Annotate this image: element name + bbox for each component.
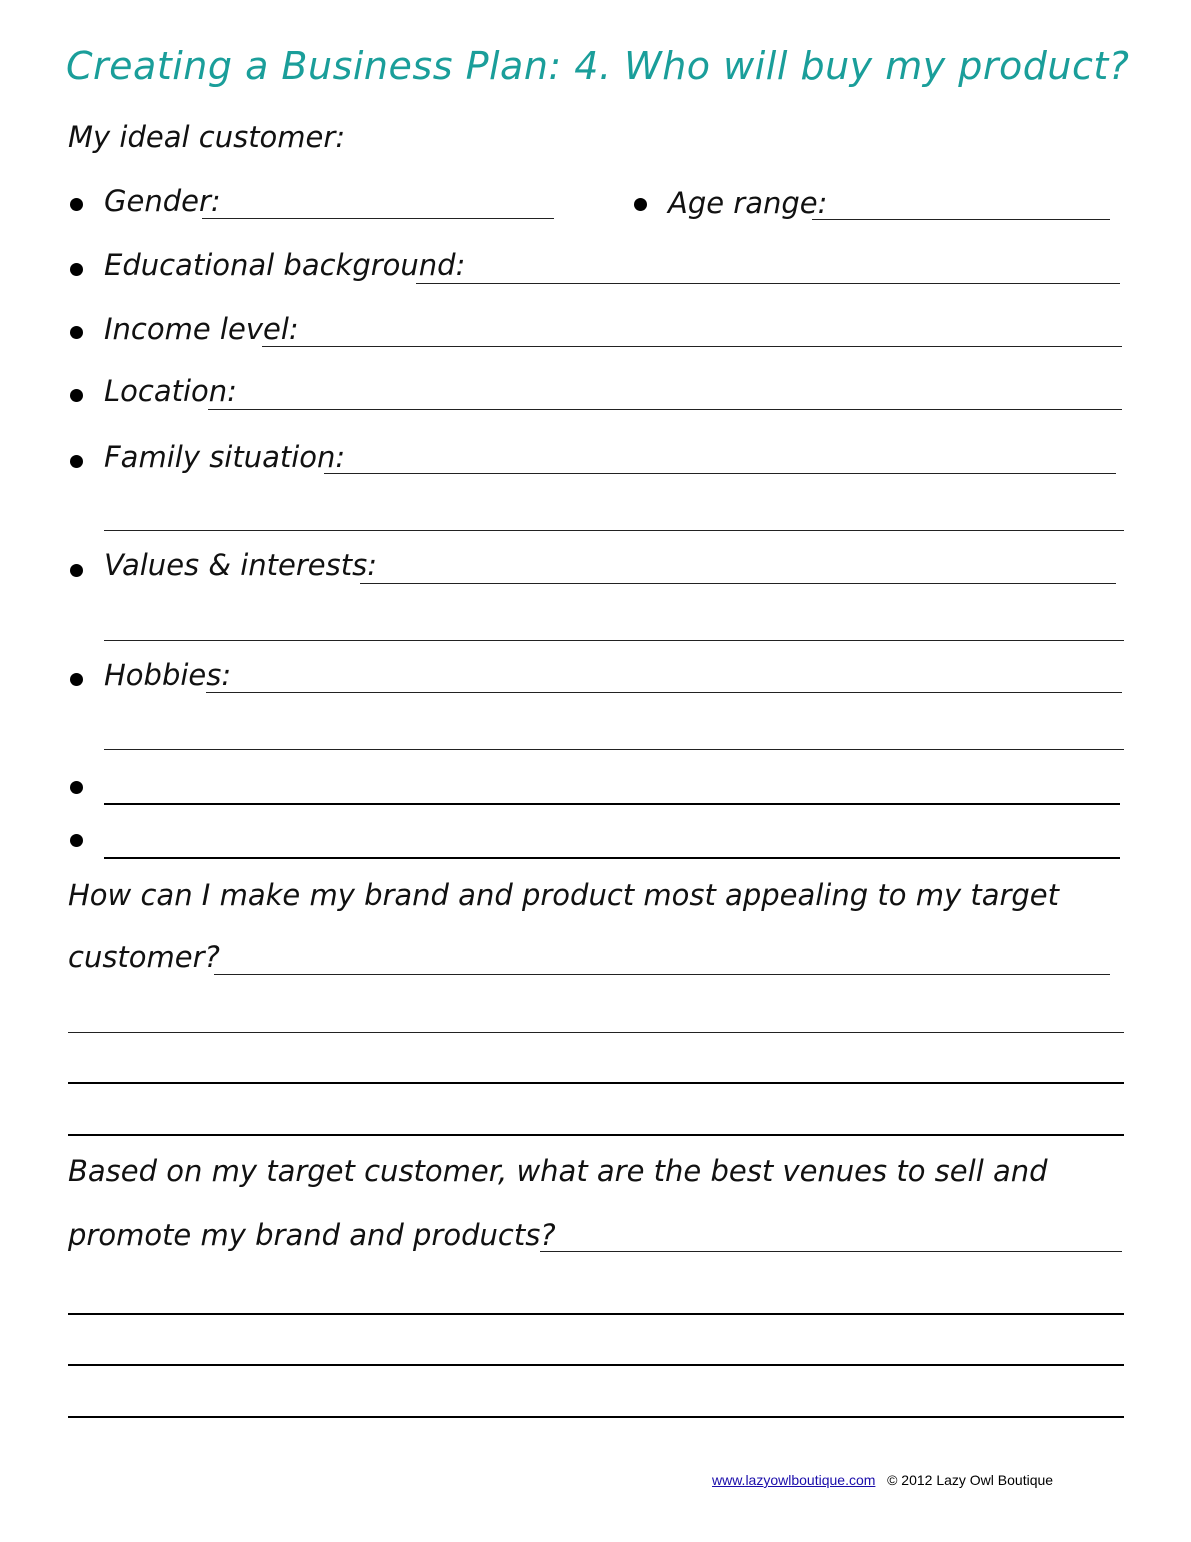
gender-input-line[interactable] bbox=[202, 218, 554, 219]
age-range-label: Age range: bbox=[668, 186, 828, 220]
question-2-line-2: promote my brand and products? bbox=[68, 1218, 556, 1252]
values-interests-extra-line[interactable] bbox=[104, 640, 1124, 641]
question-1-line-1: How can I make my brand and product most appealing to my target bbox=[68, 878, 1060, 912]
website-link[interactable]: www.lazyowlboutique.com bbox=[712, 1472, 876, 1488]
copyright-text: © 2012 Lazy Owl Boutique bbox=[887, 1472, 1054, 1488]
bullet-icon bbox=[70, 455, 83, 468]
location-label: Location: bbox=[104, 374, 237, 408]
location-input-line[interactable] bbox=[208, 409, 1122, 410]
family-situation-extra-line[interactable] bbox=[104, 530, 1124, 531]
family-situation-label: Family situation: bbox=[104, 440, 346, 474]
values-interests-label: Values & interests: bbox=[104, 548, 377, 582]
bullet-icon bbox=[70, 263, 83, 276]
educational-background-label: Educational background: bbox=[104, 248, 466, 282]
question-2-answer-line-4[interactable] bbox=[68, 1416, 1124, 1418]
question-2-answer-line-3[interactable] bbox=[68, 1364, 1124, 1366]
bullet-icon bbox=[70, 326, 83, 339]
question-1-answer-line-3[interactable] bbox=[68, 1082, 1124, 1084]
question-1-answer-line-1[interactable] bbox=[214, 974, 1110, 975]
bullet-icon bbox=[634, 198, 647, 211]
hobbies-input-line[interactable] bbox=[206, 692, 1122, 693]
bullet-icon bbox=[70, 834, 83, 847]
bullet-icon bbox=[70, 673, 83, 686]
custom-trait-line-2[interactable] bbox=[104, 857, 1120, 859]
income-level-input-line[interactable] bbox=[262, 346, 1122, 347]
question-1-answer-line-4[interactable] bbox=[68, 1134, 1124, 1136]
income-level-label: Income level: bbox=[104, 312, 299, 346]
bullet-icon bbox=[70, 564, 83, 577]
age-range-input-line[interactable] bbox=[812, 219, 1110, 220]
hobbies-extra-line[interactable] bbox=[104, 749, 1124, 750]
values-interests-input-line[interactable] bbox=[360, 583, 1116, 584]
hobbies-label: Hobbies: bbox=[104, 658, 232, 692]
bullet-icon bbox=[70, 781, 83, 794]
custom-trait-line-1[interactable] bbox=[104, 803, 1120, 805]
bullet-icon bbox=[70, 389, 83, 402]
question-1-line-2: customer? bbox=[68, 940, 220, 974]
question-1-answer-line-2[interactable] bbox=[68, 1032, 1124, 1033]
footer bbox=[712, 1472, 1053, 1488]
question-2-answer-line-1[interactable] bbox=[540, 1251, 1122, 1252]
question-2-line-1: Based on my target customer, what are the best venues to sell and bbox=[68, 1154, 1048, 1188]
gender-label: Gender: bbox=[104, 184, 221, 218]
educational-background-input-line[interactable] bbox=[416, 283, 1120, 284]
family-situation-input-line[interactable] bbox=[324, 473, 1116, 474]
bullet-icon bbox=[70, 198, 83, 211]
ideal-customer-heading: My ideal customer: bbox=[68, 120, 346, 154]
question-2-answer-line-2[interactable] bbox=[68, 1313, 1124, 1315]
page-title: Creating a Business Plan: 4. Who will buy my product? bbox=[66, 44, 1130, 88]
